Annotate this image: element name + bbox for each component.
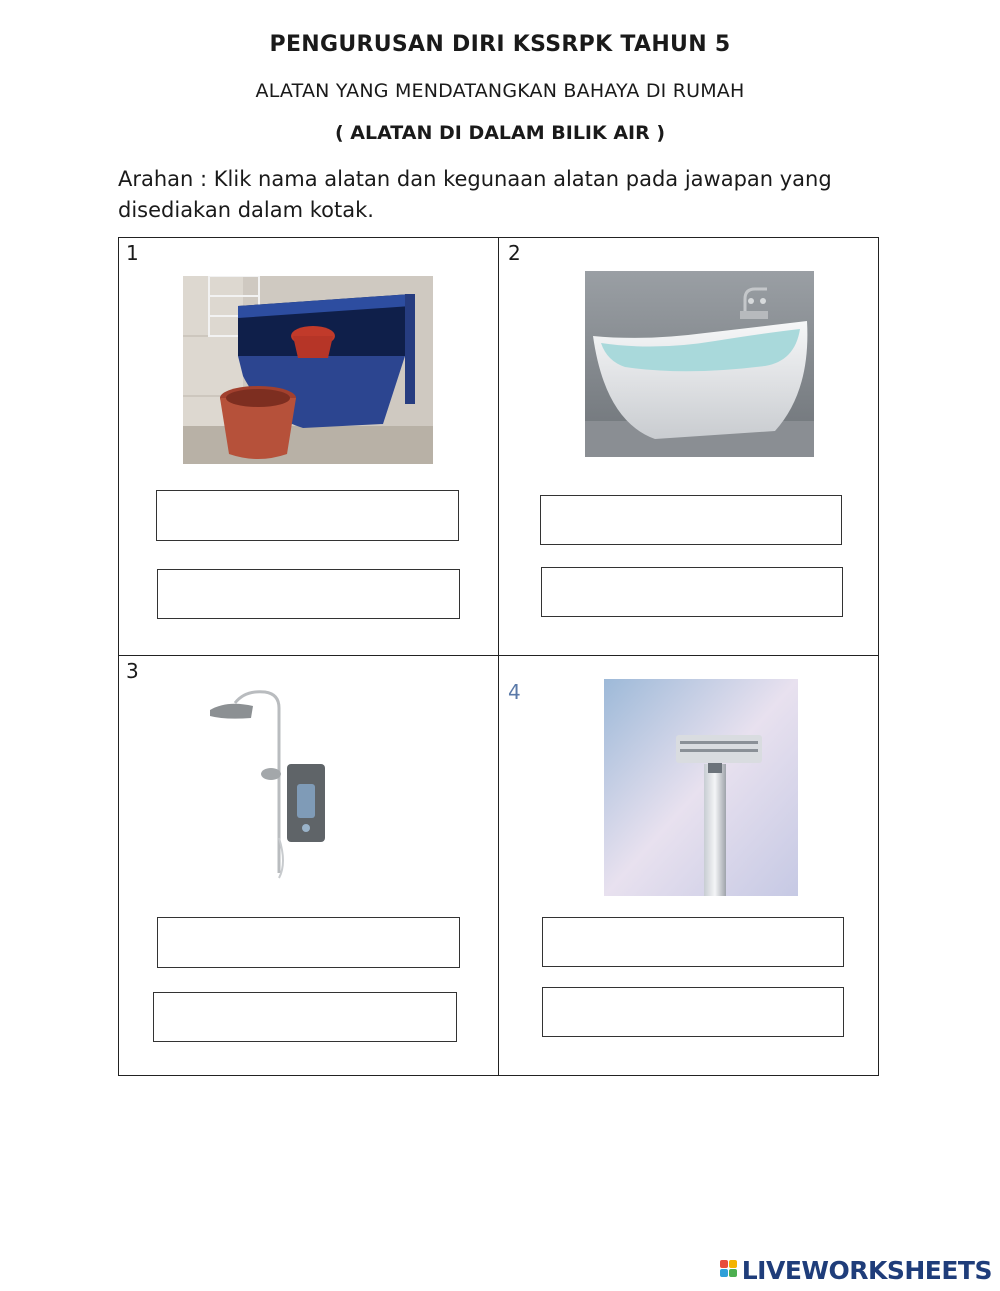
liveworksheets-logo-icon: [720, 1260, 738, 1282]
liveworksheets-logo-text: LIVEWORKSHEETS: [741, 1256, 992, 1285]
worksheet-title: PENGURUSAN DIRI KSSRPK TAHUN 5: [269, 32, 731, 57]
bathtub-image: [585, 271, 814, 457]
grid-divider-vertical: [498, 237, 499, 1076]
item-number-1: 1: [126, 241, 139, 265]
item-4-use-input[interactable]: [542, 987, 844, 1037]
item-number-2: 2: [508, 241, 521, 265]
section-title: ( ALATAN DI DALAM BILIK AIR ): [334, 122, 666, 144]
worksheet-subtitle: ALATAN YANG MENDATANGKAN BAHAYA DI RUMAH: [255, 80, 745, 102]
item-1-use-input[interactable]: [157, 569, 460, 619]
item-number-3: 3: [126, 659, 139, 683]
razor-image: [604, 679, 798, 896]
grid-divider-horizontal: [118, 655, 879, 656]
item-1-name-input[interactable]: [156, 490, 459, 541]
liveworksheets-logo: [720, 1256, 992, 1285]
water-tub-image: [183, 276, 433, 464]
item-2-use-input[interactable]: [541, 567, 843, 617]
item-2-name-input[interactable]: [540, 495, 842, 545]
shower-heater-image: [205, 688, 335, 883]
item-number-4: 4: [508, 680, 521, 704]
instruction-text: Arahan : Klik nama alatan dan kegunaan alatan pada jawapan yang disediakan dalam kotak.: [118, 167, 832, 222]
item-3-use-input[interactable]: [153, 992, 457, 1042]
item-4-name-input[interactable]: [542, 917, 844, 967]
item-3-name-input[interactable]: [157, 917, 460, 968]
